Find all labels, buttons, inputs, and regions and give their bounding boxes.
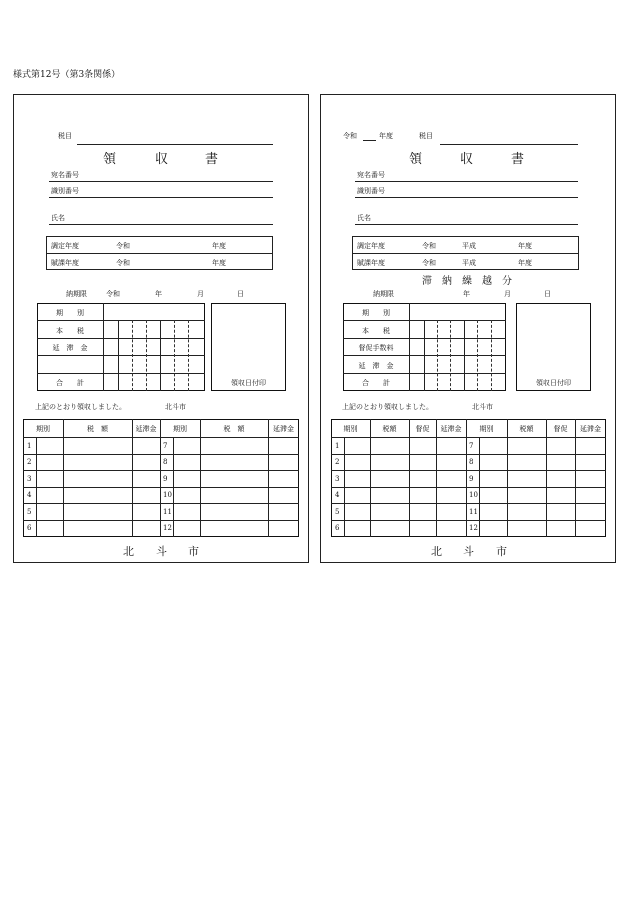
received-text: 上記のとおり領収しました。 [35, 403, 126, 411]
header-delinquency: 延滞金 [273, 425, 294, 433]
city-small: 北斗市 [472, 403, 493, 411]
assessment-year-label: 調定年度 [51, 242, 79, 250]
row-delinquency-label: 延 滞 金 [358, 362, 394, 370]
nendo-label: 年度 [518, 259, 532, 267]
period-number: 10 [163, 491, 172, 499]
month-label: 月 [197, 290, 204, 298]
city-footer-1: 北 [123, 545, 134, 558]
receipt-title-3: 書 [511, 152, 525, 167]
period-number: 2 [335, 458, 340, 466]
period-number: 11 [163, 508, 172, 516]
header-dunning: 督促 [553, 425, 568, 433]
period-number: 1 [335, 442, 340, 450]
name-label: 氏名 [51, 214, 65, 222]
header-dunning: 督促 [415, 425, 430, 433]
carried-over-4: 越 [482, 276, 492, 287]
nendo-label: 年度 [379, 132, 393, 140]
receipt-title-1: 領 [409, 152, 423, 167]
day-label: 日 [544, 290, 551, 298]
row-period-label: 期 別 [56, 309, 84, 317]
tax-item-label: 税目 [419, 132, 433, 140]
period-number: 4 [335, 491, 340, 499]
receipt-title-2: 収 [155, 152, 169, 167]
period-number: 9 [163, 475, 168, 483]
city-footer-2: 斗 [156, 545, 167, 558]
receipt-title-2: 収 [460, 152, 474, 167]
form-title: 様式第12号（第3条関係） [13, 70, 121, 80]
year-label: 年 [463, 290, 470, 298]
header-period: 期別 [173, 425, 187, 433]
period-number: 8 [163, 458, 168, 466]
address-number-label: 宛名番号 [357, 171, 385, 179]
month-label: 月 [504, 290, 511, 298]
period-number: 7 [469, 442, 474, 450]
header-delinquency: 延滞金 [440, 425, 462, 433]
carried-over-3: 繰 [462, 276, 472, 287]
day-label: 日 [237, 290, 244, 298]
period-number: 5 [335, 508, 340, 516]
reiwa-label: 令和 [116, 259, 130, 267]
header-tax-amount: 税額 [382, 425, 397, 433]
address-number-label: 宛名番号 [51, 171, 79, 179]
levy-year-label: 賦課年度 [51, 259, 79, 267]
period-number: 6 [335, 524, 340, 532]
period-number: 10 [469, 491, 478, 499]
carried-over-5: 分 [502, 276, 512, 287]
header-tax-amount: 税 額 [87, 425, 108, 433]
period-number: 6 [27, 524, 32, 532]
period-number: 2 [27, 458, 32, 466]
levy-year-label: 賦課年度 [357, 259, 385, 267]
name-label: 氏名 [357, 214, 371, 222]
reiwa-label: 令和 [116, 242, 130, 250]
period-number: 1 [27, 442, 32, 450]
period-number: 5 [27, 508, 32, 516]
city-footer-1: 北 [431, 545, 442, 558]
reiwa-label: 令和 [422, 242, 436, 250]
city-footer-3: 市 [496, 545, 507, 558]
period-number: 4 [27, 491, 32, 499]
period-number: 12 [469, 524, 478, 532]
carried-over-2: 納 [442, 276, 452, 287]
nendo-label: 年度 [212, 242, 226, 250]
nendo-label: 年度 [518, 242, 532, 250]
row-dunning-fee-label: 督促手数料 [358, 344, 394, 352]
period-number: 7 [163, 442, 168, 450]
reiwa-label: 令和 [106, 290, 120, 298]
tax-item-label: 税目 [58, 132, 72, 140]
stamp-label: 領収日付印 [536, 379, 571, 387]
receipt-title-3: 書 [205, 152, 219, 167]
identification-number-label: 識別番号 [51, 187, 79, 195]
assessment-year-label: 調定年度 [357, 242, 385, 250]
receipt-title-1: 領 [103, 152, 117, 167]
row-total-label: 合 計 [362, 379, 390, 387]
received-text: 上記のとおり領収しました。 [342, 403, 433, 411]
period-number: 3 [335, 475, 340, 483]
heisei-label: 平成 [462, 242, 476, 250]
row-tax-label: 本 税 [56, 327, 84, 335]
due-date-label: 納期限 [373, 290, 394, 298]
city-footer-2: 斗 [463, 545, 474, 558]
identification-number-label: 識別番号 [357, 187, 385, 195]
carried-over-1: 滞 [422, 276, 432, 287]
header-delinquency: 延滞金 [135, 425, 157, 433]
header-period: 期別 [343, 425, 358, 433]
period-number: 3 [27, 475, 32, 483]
header-period: 期別 [36, 425, 50, 433]
row-delinquency-label: 延 滞 金 [52, 344, 88, 352]
header-tax-amount: 税 額 [223, 425, 245, 433]
period-number: 12 [163, 524, 172, 532]
city-footer-3: 市 [188, 545, 199, 558]
year-label: 年 [155, 290, 162, 298]
period-number: 9 [469, 475, 474, 483]
reiwa-label: 令和 [422, 259, 436, 267]
nendo-label: 年度 [212, 259, 226, 267]
header-delinquency: 延滞金 [580, 425, 601, 433]
row-total-label: 合 計 [56, 379, 84, 387]
row-period-label: 期 別 [362, 309, 390, 317]
period-number: 8 [469, 458, 474, 466]
stamp-label: 領収日付印 [231, 379, 266, 387]
due-date-label: 納期限 [66, 290, 87, 298]
period-number: 11 [469, 508, 478, 516]
reiwa-label: 令和 [343, 132, 357, 140]
heisei-label: 平成 [462, 259, 476, 267]
header-period: 期別 [479, 425, 494, 433]
header-tax-amount: 税額 [519, 425, 534, 433]
city-small: 北斗市 [165, 403, 186, 411]
row-tax-label: 本 税 [362, 327, 390, 335]
